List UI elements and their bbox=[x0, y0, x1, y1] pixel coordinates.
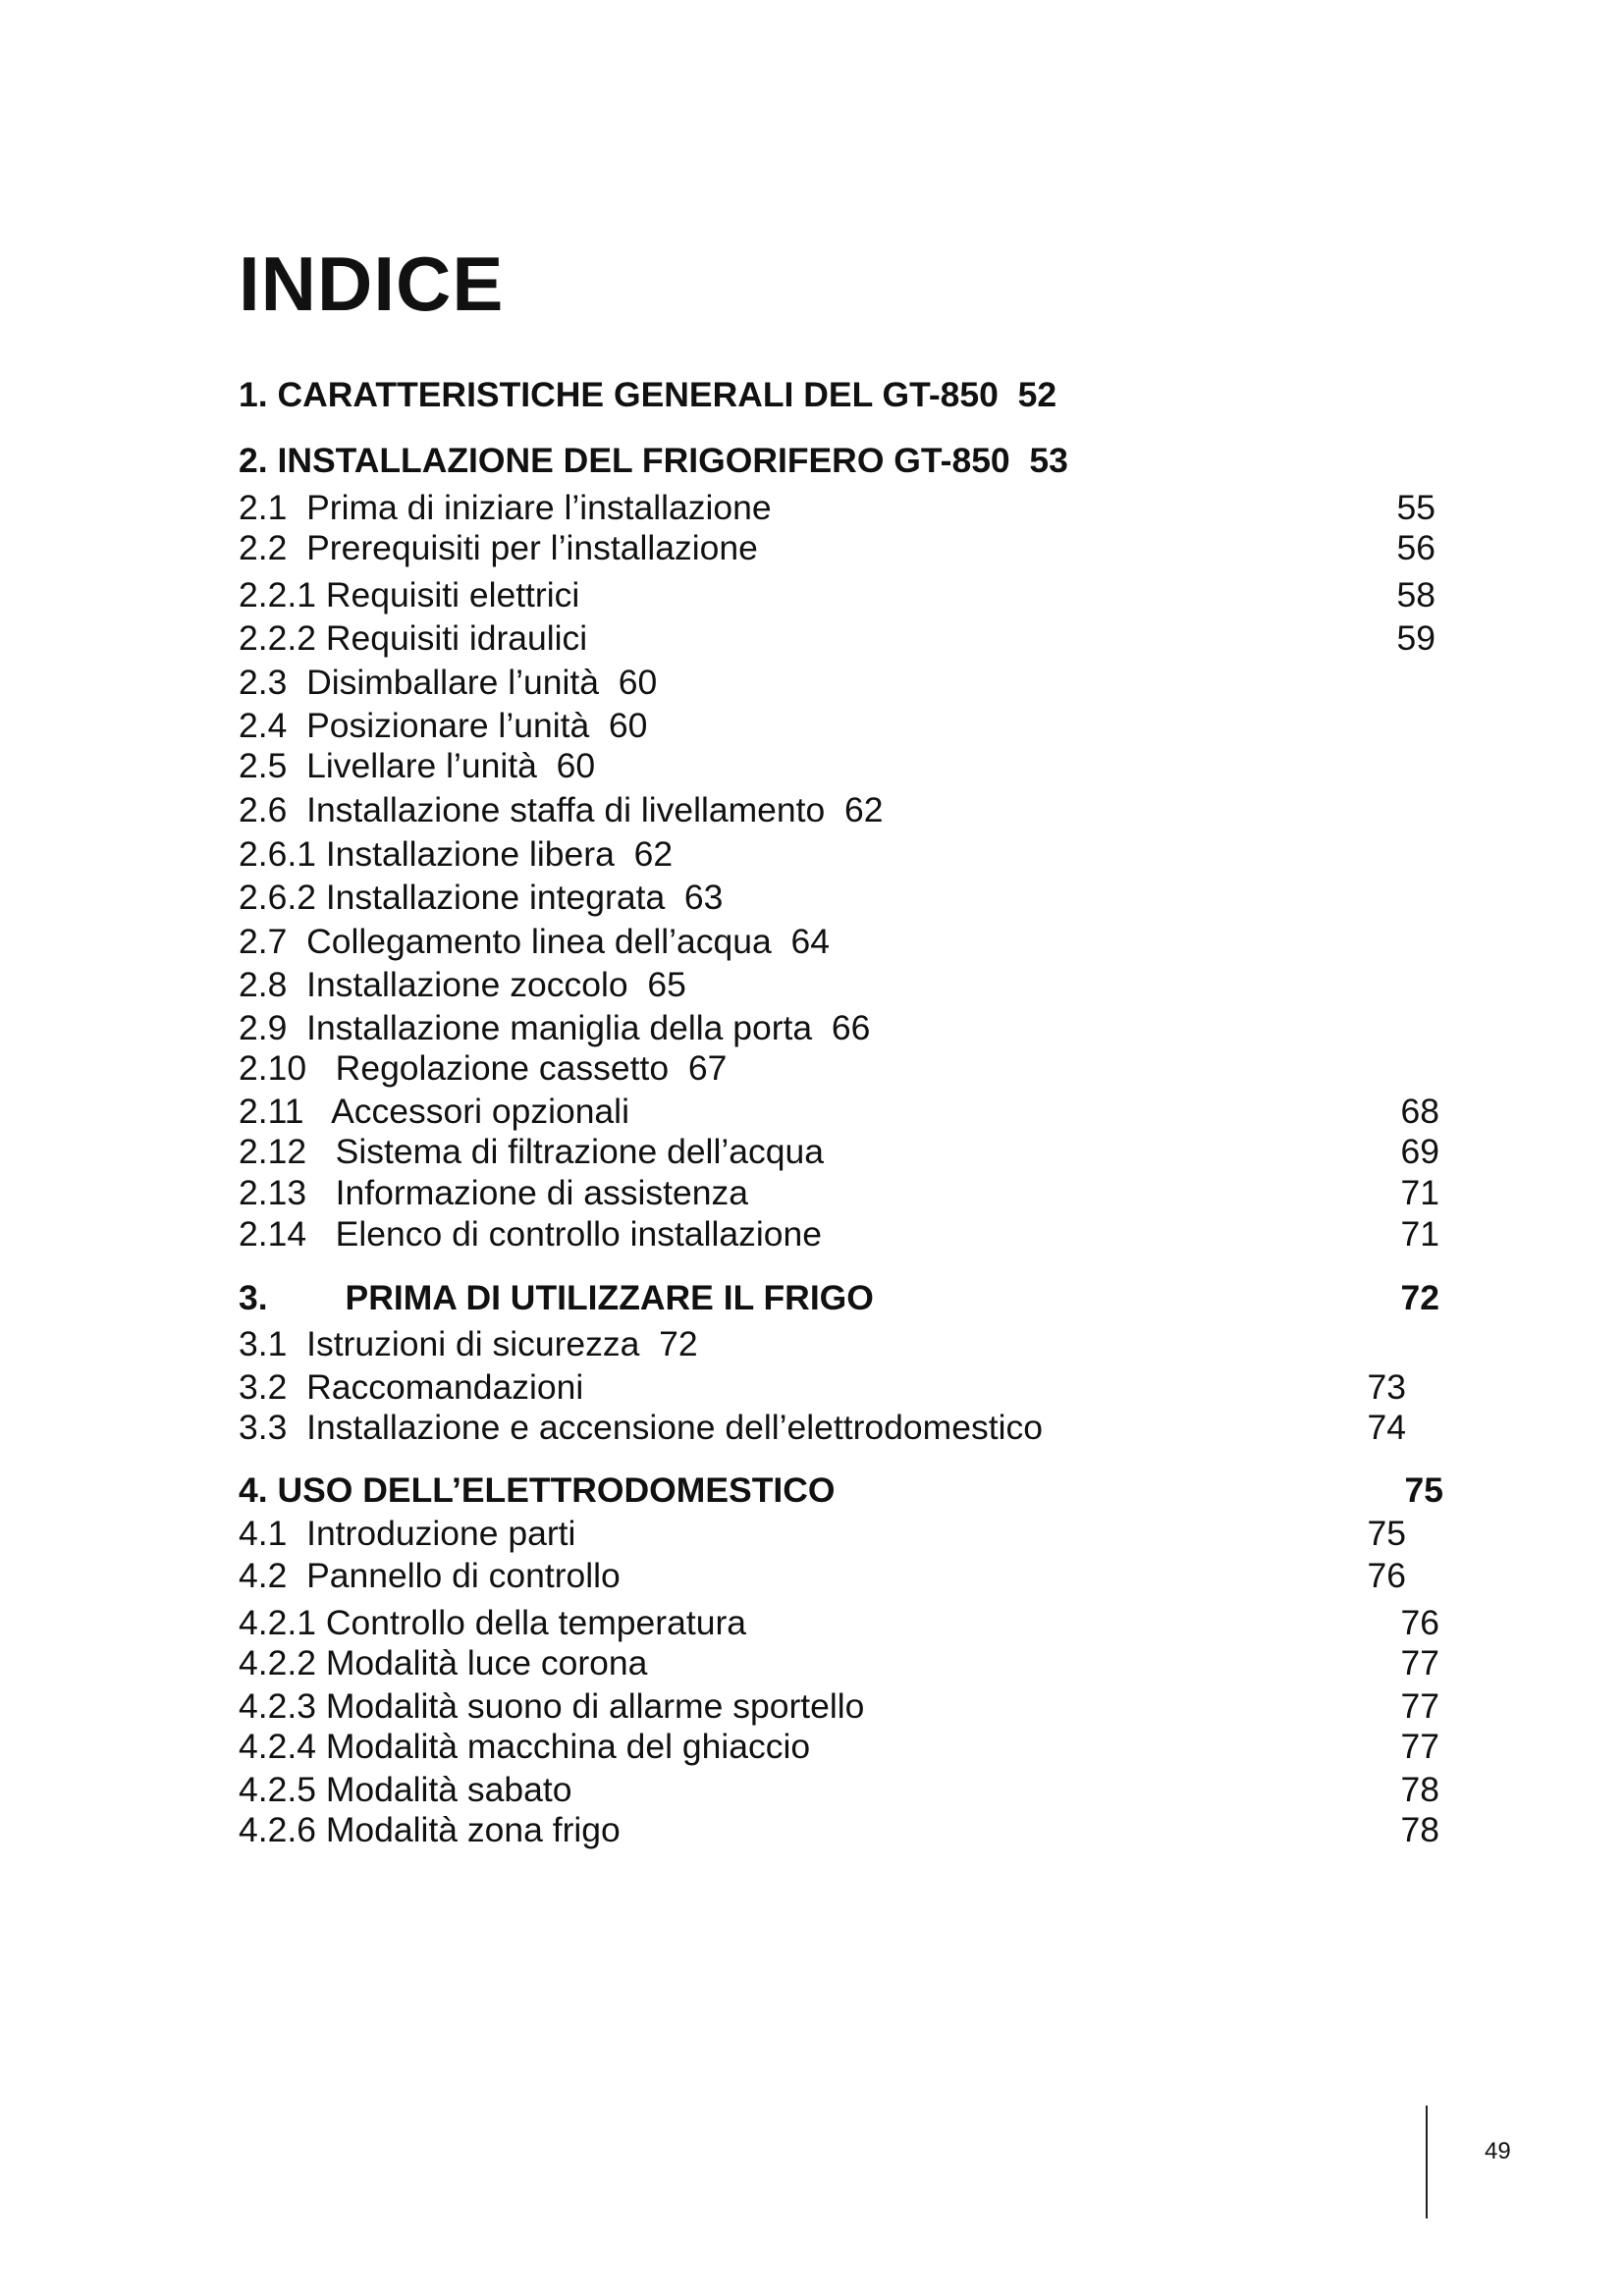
toc-entry: 2.7 Collegamento linea dell’acqua 64 bbox=[239, 922, 830, 961]
toc-entry: 2.5 Livellare l’unità 60 bbox=[239, 746, 596, 785]
toc-page-number: 68 bbox=[1400, 1092, 1439, 1131]
toc-entry: 3.1 Istruzioni di sicurezza 72 bbox=[239, 1324, 698, 1363]
toc-page-number: 55 bbox=[1396, 488, 1435, 527]
toc-entry: 4.1 Introduzione parti bbox=[239, 1514, 576, 1553]
toc-page-number: 76 bbox=[1367, 1556, 1406, 1595]
toc-page-number: 71 bbox=[1400, 1214, 1439, 1254]
toc-entry: 2.11 Accessori opzionali bbox=[239, 1092, 629, 1131]
toc-entry: 4.2.4 Modalità macchina del ghiaccio bbox=[239, 1727, 811, 1766]
toc-entry: 2.2 Prerequisiti per l’installazione bbox=[239, 528, 758, 567]
toc-entry: 2.1 Prima di iniziare l’installazione bbox=[239, 488, 772, 527]
toc-entry: 2.9 Installazione maniglia della porta 66 bbox=[239, 1008, 871, 1047]
toc-entry: 2.8 Installazione zoccolo 65 bbox=[239, 965, 686, 1004]
toc-page-number: 56 bbox=[1396, 528, 1435, 567]
page-separator-line bbox=[1426, 2106, 1428, 2218]
toc-page-number: 59 bbox=[1396, 618, 1435, 658]
toc-page-number: 74 bbox=[1367, 1408, 1406, 1447]
toc-entry: 4.2.5 Modalità sabato bbox=[239, 1770, 572, 1809]
toc-page-number: 69 bbox=[1400, 1132, 1439, 1171]
toc-entry: 2.6 Installazione staffa di livellamento 62 bbox=[239, 790, 884, 829]
toc-entry: 3.3 Installazione e accensione dell’elettrodomestico bbox=[239, 1408, 1043, 1447]
toc-page-number: 71 bbox=[1400, 1173, 1439, 1212]
toc-entry: 2.6.1 Installazione libera 62 bbox=[239, 834, 674, 874]
toc-page-number: 77 bbox=[1400, 1686, 1439, 1726]
toc-entry: 2.12 Sistema di filtrazione dell’acqua bbox=[239, 1132, 824, 1171]
toc-entry: 2.3 Disimballare l’unità 60 bbox=[239, 663, 658, 702]
page-title: INDICE bbox=[239, 240, 505, 327]
toc-page-number: 75 bbox=[1367, 1514, 1406, 1553]
toc-entry: 2.2.2 Requisiti idraulici bbox=[239, 618, 588, 658]
toc-page-number: 58 bbox=[1396, 575, 1435, 614]
toc-entry: 3. PRIMA DI UTILIZZARE IL FRIGO bbox=[239, 1278, 874, 1317]
toc-entry: 2.2.1 Requisiti elettrici bbox=[239, 575, 580, 614]
toc-page-number: 77 bbox=[1400, 1727, 1439, 1766]
page-number: 49 bbox=[1485, 2138, 1511, 2164]
toc-entry: 2. INSTALLAZIONE DEL FRIGORIFERO GT-850 53 bbox=[239, 441, 1068, 480]
toc-entry: 4.2.2 Modalità luce corona bbox=[239, 1643, 648, 1682]
toc-page-number: 76 bbox=[1400, 1603, 1439, 1642]
toc-page-number: 77 bbox=[1400, 1643, 1439, 1682]
toc-page-number: 78 bbox=[1400, 1770, 1439, 1809]
toc-entry: 2.4 Posizionare l’unità 60 bbox=[239, 706, 648, 745]
toc-entry: 4.2.1 Controllo della temperatura bbox=[239, 1603, 747, 1642]
toc-entry: 4.2.6 Modalità zona frigo bbox=[239, 1810, 621, 1849]
toc-entry: 2.13 Informazione di assistenza bbox=[239, 1173, 748, 1212]
toc-page-number: 75 bbox=[1404, 1470, 1443, 1510]
toc-page-number: 73 bbox=[1367, 1367, 1406, 1407]
toc-entry: 2.14 Elenco di controllo installazione bbox=[239, 1214, 823, 1254]
toc-entry: 3.2 Raccomandazioni bbox=[239, 1367, 584, 1407]
toc-entry: 2.6.2 Installazione integrata 63 bbox=[239, 878, 724, 917]
toc-page-number: 78 bbox=[1400, 1810, 1439, 1849]
toc-entry: 1. CARATTERISTICHE GENERALI DEL GT-850 52 bbox=[239, 375, 1057, 414]
toc-entry: 4.2 Pannello di controllo bbox=[239, 1556, 621, 1595]
toc-entry: 2.10 Regolazione cassetto 67 bbox=[239, 1048, 728, 1088]
toc-page-number: 72 bbox=[1400, 1278, 1439, 1317]
toc-entry: 4. USO DELL’ELETTRODOMESTICO bbox=[239, 1470, 836, 1510]
toc-entry: 4.2.3 Modalità suono di allarme sportello bbox=[239, 1686, 865, 1726]
